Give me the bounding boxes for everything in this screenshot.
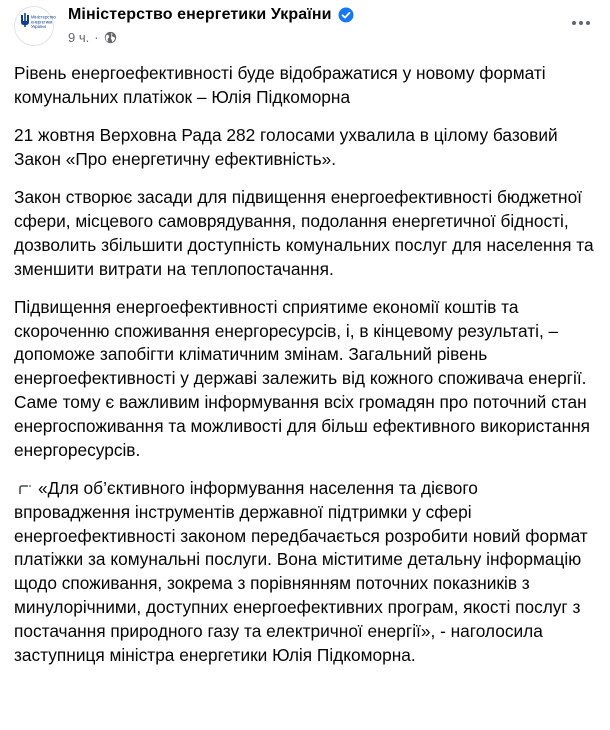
avatar-logo-line1: Міністерство: [31, 14, 56, 20]
page-avatar[interactable]: [14, 6, 54, 46]
post-headline: Рівень енергоефективності буде відображатися у новому форматі комунальних платіжок – Юлія Підкоморна: [14, 63, 546, 107]
post-timestamp[interactable]: 9 ч.: [68, 29, 90, 45]
meta-separator: ·: [94, 29, 99, 45]
post-header: [14, 0, 596, 58]
speech-quote-icon: [18, 479, 38, 493]
post-body: [14, 62, 598, 682]
post-paragraph: Закон створює засади для підвищення енергоефективності бюджетної сфери, місцевого самоврядування, подолання енергетичної бідності, дозволить збільшити доступність комунальних послуг для населення та зменшити витрати на теплопостачання.: [14, 187, 594, 279]
more-options-icon-dot: [586, 21, 590, 25]
globe-icon[interactable]: [104, 31, 117, 44]
post-meta: [68, 28, 117, 46]
post-quote-paragraph: [14, 477, 598, 667]
verified-badge-icon: [338, 7, 354, 23]
post-quote-text: «Для об’єктивного інформування населення та дієвого впровадження інструментів державної підтримки у сфері енергоефективності законом передбачається розробити новий формат платіжки за комунальні послуги. Вона міститиме детальну інформацію щодо споживання, зокрема з порівнянням поточних показників з минулорічними, доступних енергоефективних програм, якості послуг з постачання природного газу та електричної енергії», - наголосила заступниця міністра енергетики Юлія Підкоморна.: [14, 477, 588, 665]
more-options-button[interactable]: [566, 8, 596, 38]
more-options-icon: [572, 21, 576, 25]
avatar-logo-line3: України: [31, 24, 46, 30]
post-paragraph: Підвищення енергоефективності сприятиме економії коштів та скороченню споживання енергоресурсів, і, в кінцевому результаті, – допоможе запобігти кліматичним змінам. Загальний рівень енергоефективності у державі залежить від кожного споживача енергії. Саме тому є важливим інформування всіх громадян про поточний стан енергоспоживання та можливості для більш ефективного використання енергоресурсів.: [14, 296, 591, 460]
avatar-logo-line2: енергетики: [31, 19, 53, 25]
page-name-link[interactable]: Міністерство енергетики України: [68, 6, 332, 23]
page-name-row: [68, 4, 354, 26]
ministry-logo: [15, 7, 56, 45]
post-paragraph: 21 жовтня Верховна Рада 282 голосами ухвалила в цілому базовий Закон «Про енергетичну ефективність».: [14, 125, 558, 169]
more-options-icon-dot: [579, 21, 583, 25]
